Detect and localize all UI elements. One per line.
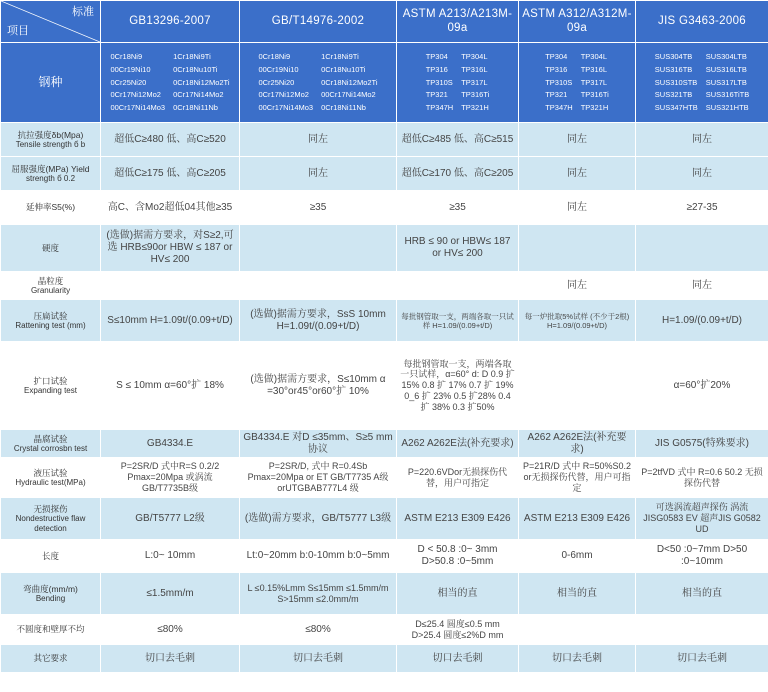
spec-cell <box>519 615 636 645</box>
spec-row <box>1 540 768 573</box>
grade-item: SUS304TB <box>654 52 693 62</box>
grade-item: TP304 <box>545 52 568 62</box>
spec-cell: H=1.09/(0.09+t/D) <box>636 300 768 342</box>
spec-cell: S≤10mm H=1.09t/(0.09+t/D) <box>101 300 240 342</box>
spec-cell: 每批钢管取一支，两端各取一只试样，α=60° d: D 0.9 扩 15% 0.8 扩 17% 0.7 扩 19% 0_6 扩 23% 0.5 扩28% 0.4 扩 38% 0.3 扩50% <box>397 342 519 430</box>
grade-item: 0Cr25Ni20 <box>110 77 147 87</box>
spec-cell: 同左 <box>240 123 397 157</box>
spec-cell: P=2tfVD 式中 R=0.6 50.2 无损探伤代替 <box>636 458 768 498</box>
spec-cell: GB/T5777 L2级 <box>101 498 240 540</box>
spec-cell: HRB ≤ 90 or HBW≤ 187 or HV≤ 200 <box>397 225 519 272</box>
standard-header: GB/T14976-2002 <box>240 1 397 43</box>
grade-item: 0Cr18Ni12Mo2Ti <box>321 77 378 87</box>
spec-cell: 切口去毛刺 <box>636 645 768 673</box>
grade-cell <box>636 43 768 123</box>
row-label: 弯曲度(mm/m) Bending <box>1 573 101 615</box>
row-label: 其它要求 <box>1 645 101 673</box>
spec-cell: (选做)据需方要求，S≤10mm α =30°or45°or60°扩 10% <box>240 342 397 430</box>
spec-cell: 同左 <box>519 123 636 157</box>
grade-item: 0Cr17Ni14Mo2 <box>173 90 224 100</box>
grade-item: TP316L <box>580 65 607 75</box>
grade-item: TP304L <box>461 52 488 62</box>
spec-row <box>1 157 768 191</box>
header-row <box>1 1 768 43</box>
row-label: 延伸率S5(%) <box>1 191 101 225</box>
spec-cell <box>519 225 636 272</box>
spec-cell <box>101 272 240 300</box>
spec-cell: D < 50.8 :0~ 3mm D>50.8 :0~5mm <box>397 540 519 573</box>
spec-cell: (选做)据需方要求，对S≥2,可选 HRB≤90or HBW ≤ 187 or HV≤ 200 <box>101 225 240 272</box>
grade-row <box>1 43 768 123</box>
grade-item: 0Cr18Ni9 <box>110 52 143 62</box>
grade-item: 0Cr18Ni9 <box>258 52 291 62</box>
grade-item: SUS310STB <box>654 77 698 87</box>
spec-cell: (选做)需方要求，GB/T5777 L3级 <box>240 498 397 540</box>
spec-row <box>1 498 768 540</box>
spec-cell: ≤1.5mm/m <box>101 573 240 615</box>
spec-row <box>1 645 768 673</box>
grade-item: 0Cr18Ni12Mo2Ti <box>173 77 230 87</box>
spec-cell <box>636 225 768 272</box>
spec-cell: 相当的直 <box>397 573 519 615</box>
grade-list <box>522 51 632 113</box>
spec-row <box>1 191 768 225</box>
spec-cell <box>240 272 397 300</box>
row-label: 液压试验 Hydraulic test(MPa) <box>1 458 101 498</box>
spec-cell: ≤80% <box>101 615 240 645</box>
spec-cell: L ≤0.15%Lmm S≤15mm ≤1.5mm/m S>15mm ≤2.0mm/m <box>240 573 397 615</box>
grade-item: TP347H <box>545 102 573 112</box>
spec-cell: 超低C≥175 低、高C≥205 <box>101 157 240 191</box>
grade-item: TP317L <box>461 77 488 87</box>
spec-row <box>1 573 768 615</box>
grade-item: TP316Ti <box>580 90 609 100</box>
grade-item: TP317L <box>580 77 607 87</box>
spec-cell: 切口去毛刺 <box>397 645 519 673</box>
grade-item: SUS316TiTB <box>705 90 750 100</box>
grade-item: SUS317LTB <box>705 77 747 87</box>
grade-list <box>243 51 393 113</box>
grade-item: TP316 <box>545 65 568 75</box>
standard-header: JIS G3463-2006 <box>636 1 768 43</box>
grade-item: TP321H <box>580 102 609 112</box>
grade-item: TP304 <box>425 52 448 62</box>
spec-cell: ≥35 <box>397 191 519 225</box>
standard-header: GB13296-2007 <box>101 1 240 43</box>
spec-cell: ≤80% <box>240 615 397 645</box>
standard-header: ASTM A312/A312M-09a <box>519 1 636 43</box>
grade-item: 00Cr19Ni10 <box>110 65 151 75</box>
spec-cell: P=21R/D 式中 R=50%S0.2 or无损探伤代替，用户可指定 <box>519 458 636 498</box>
grade-item: 0Cr17Ni12Mo2 <box>258 90 309 100</box>
spec-cell: 高C、含Mo2超低04其他≥35 <box>101 191 240 225</box>
row-label: 长度 <box>1 540 101 573</box>
grade-item: TP347H <box>425 102 454 112</box>
grade-item: TP316Ti <box>461 90 490 100</box>
spec-cell: JIS G0575(特殊要求) <box>636 430 768 458</box>
grade-item: TP304L <box>580 52 607 62</box>
grade-item: SUS304LTB <box>705 52 747 62</box>
spec-cell: 同左 <box>636 272 768 300</box>
spec-cell <box>519 342 636 430</box>
grade-item: TP316L <box>461 65 488 75</box>
spec-cell: 同左 <box>519 191 636 225</box>
spec-cell: Lt:0~20mm b:0-10mm b:0~5mm <box>240 540 397 573</box>
spec-cell: GB4334.E 对D ≤35mm、S≥5 mm协议 <box>240 430 397 458</box>
spec-cell: A262 A262E法(补充要求) <box>397 430 519 458</box>
grade-label: 钢种 <box>1 43 101 123</box>
grade-cell <box>519 43 636 123</box>
row-label: 晶粒度 Granularity <box>1 272 101 300</box>
grade-item: 0Cr18Ni11Nb <box>321 102 366 112</box>
spec-cell: 每批钢管取一支，两端各取一只试样 H=1.09/(0.09+t/D) <box>397 300 519 342</box>
grade-item: 1Cr18Ni9Ti <box>173 52 211 62</box>
spec-cell: 超低C≥480 低、高C≥520 <box>101 123 240 157</box>
spec-row <box>1 342 768 430</box>
grade-item: TP321 <box>425 90 448 100</box>
spec-cell: 超低C≥485 低、高C≥515 <box>397 123 519 157</box>
spec-cell: ASTM E213 E309 E426 <box>519 498 636 540</box>
spec-cell: (选做)据需方要求，SsS 10mm H=1.09t/(0.09+t/D) <box>240 300 397 342</box>
spec-cell: 切口去毛刺 <box>519 645 636 673</box>
spec-row <box>1 123 768 157</box>
grade-item: 00Cr17Ni14Mo2 <box>321 90 376 100</box>
row-label: 无损探伤 Nondestructive flaw detection <box>1 498 101 540</box>
grade-list <box>400 51 515 113</box>
row-label: 抗拉强度δb(Mpa) Tensile strength б b <box>1 123 101 157</box>
spec-cell: GB4334.E <box>101 430 240 458</box>
spec-cell: A262 A262E法(补充要求) <box>519 430 636 458</box>
grade-item: 0Cr18Nu10Ti <box>173 65 218 75</box>
grade-item: SUS321HTB <box>705 102 749 112</box>
spec-cell: S ≤ 10mm α=60°扩 18% <box>101 342 240 430</box>
spec-cell: 同左 <box>519 272 636 300</box>
grade-item: 0Cr18Ni11Nb <box>173 102 218 112</box>
grade-item: 00Cr17Ni14Mo3 <box>258 102 314 112</box>
spec-cell: α=60°扩20% <box>636 342 768 430</box>
spec-cell: 切口去毛刺 <box>240 645 397 673</box>
spec-cell: P=2SR/D, 式中 R=0.4Sb Pmax=20Mpa or ET GB/T7735 A级 orUTGBAB777L4 级 <box>240 458 397 498</box>
spec-cell: L:0~ 10mm <box>101 540 240 573</box>
grade-item: TP321H <box>461 102 489 112</box>
spec-row <box>1 615 768 645</box>
spec-cell <box>397 272 519 300</box>
row-label: 不圆度和壁厚不均 <box>1 615 101 645</box>
row-label: 压扁试验 Rattening test (mm) <box>1 300 101 342</box>
spec-cell: 每一炉批取5%试样 (不少于2根) H=1.09/(0.09+t/D) <box>519 300 636 342</box>
grade-item: 0Cr17Ni12Mo2 <box>110 90 161 100</box>
grade-item: TP310S <box>425 77 453 87</box>
grade-item: 00Cr19Ni10 <box>258 65 299 75</box>
spec-cell: 切口去毛刺 <box>101 645 240 673</box>
spec-row <box>1 225 768 272</box>
grade-item: SUS347HTB <box>654 102 698 112</box>
corner-item-label: 项目 <box>7 24 29 37</box>
grade-list <box>639 51 765 113</box>
spec-cell: 超低C≥170 低、高C≥205 <box>397 157 519 191</box>
spec-cell: 同左 <box>519 157 636 191</box>
spec-row <box>1 272 768 300</box>
standard-header: ASTM A213/A213M-09a <box>397 1 519 43</box>
grade-item: 0Cr18Nu10Ti <box>321 65 366 75</box>
grade-cell <box>240 43 397 123</box>
grade-item: TP310S <box>545 77 573 87</box>
spec-cell: ≥27-35 <box>636 191 768 225</box>
grade-item: SUS316TB <box>654 65 693 75</box>
row-label: 硬度 <box>1 225 101 272</box>
spec-cell: 可选涡流超声探伤 涡流 JISG0583 EV 超声JIS G0582 UD <box>636 498 768 540</box>
spec-cell: 相当的直 <box>519 573 636 615</box>
grade-item: TP321 <box>545 90 568 100</box>
spec-row <box>1 458 768 498</box>
grade-cell <box>101 43 240 123</box>
corner-standard-label: 标准 <box>72 6 94 18</box>
row-label: 屈服强度(MPa) Yield strength б 0.2 <box>1 157 101 191</box>
grade-item: SUS321TB <box>654 90 693 100</box>
row-label: 晶腐试验 Crystal corrosbn test <box>1 430 101 458</box>
grade-item: 1Cr18Ni9Ti <box>321 52 359 62</box>
spec-cell: ≥35 <box>240 191 397 225</box>
spec-cell: 同左 <box>636 123 768 157</box>
grade-item: 00Cr17Ni14Mo3 <box>110 102 166 112</box>
spec-cell <box>240 225 397 272</box>
corner-cell <box>1 1 101 43</box>
grade-cell <box>397 43 519 123</box>
grade-item: 0Cr25Ni20 <box>258 77 295 87</box>
row-label: 扩口试验 Expanding test <box>1 342 101 430</box>
spec-cell: 同左 <box>240 157 397 191</box>
spec-cell <box>636 615 768 645</box>
spec-cell: ASTM E213 E309 E426 <box>397 498 519 540</box>
spec-cell: 同左 <box>636 157 768 191</box>
spec-cell: 相当的直 <box>636 573 768 615</box>
spec-cell: P=2SR/D 式中R=S 0.2/2 Pmax=20Mpa 或涡流 GB/T7735B级 <box>101 458 240 498</box>
spec-cell: P=220.6VDor无损探伤代替，用户可指定 <box>397 458 519 498</box>
grade-list <box>104 51 236 113</box>
grade-item: SUS316LTB <box>705 65 747 75</box>
spec-cell: D≤25.4 圆度≤0.5 mm D>25.4 圆度≤2%D mm <box>397 615 519 645</box>
spec-row <box>1 300 768 342</box>
grade-item: TP316 <box>425 65 448 75</box>
spec-row <box>1 430 768 458</box>
spec-cell: 0-6mm <box>519 540 636 573</box>
spec-cell: D<50 :0~7mm D>50 :0~10mm <box>636 540 768 573</box>
